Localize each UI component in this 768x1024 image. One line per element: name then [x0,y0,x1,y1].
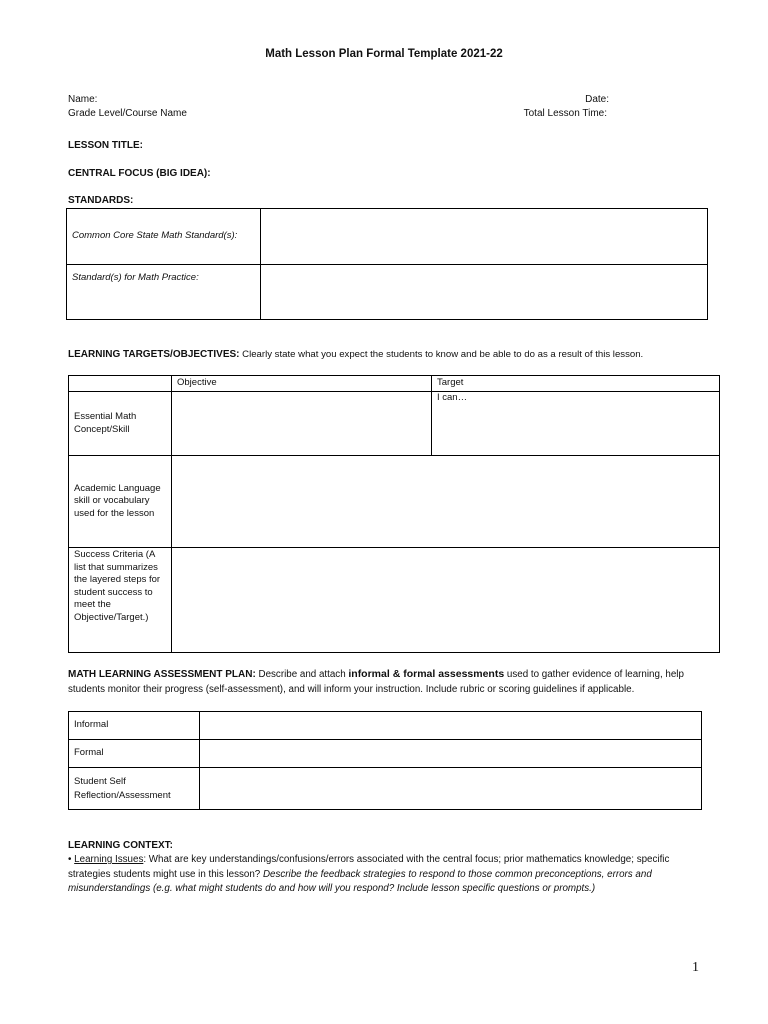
assessment-plan-intro [68,667,708,697]
success-criteria-cell[interactable] [172,548,720,653]
standards-table [66,208,708,320]
central-focus-heading: CENTRAL FOCUS (BIG IDEA): [68,168,211,179]
blank-header-cell [69,376,172,392]
informal-cell[interactable] [200,712,702,740]
assessment-table [68,711,702,810]
grade-level-label: Grade Level/Course Name [68,108,187,119]
learning-targets-intro [68,349,643,360]
learning-issues-paragraph [68,853,708,897]
ccss-standard-label: Common Core State Math Standard(s): [67,209,261,265]
learning-issues-italic: Describe the feedback strategies to respond to those common preconceptions, errors and misunderstandings (e.g. what might students do and how will you respond? Include lesson specific questions or prompts.) [68,868,652,894]
academic-language-label: Academic Language skill or vocabulary used for the lesson [69,456,172,548]
objective-header: Objective [172,376,432,392]
formal-label: Formal [69,740,200,768]
informal-label: Informal [69,712,200,740]
learning-targets-heading: LEARNING TARGETS/OBJECTIVES: [68,349,240,360]
total-lesson-time-label: Total Lesson Time: [523,108,607,119]
formal-cell[interactable] [200,740,702,768]
assessment-emphasis: informal & formal assessments [348,668,505,680]
math-practice-label: Standard(s) for Math Practice: [67,265,261,320]
math-practice-cell[interactable] [261,265,708,320]
essential-target-cell[interactable]: I can… [432,392,720,456]
self-reflection-label: Student Self Reflection/Assessment [69,768,200,810]
lesson-title-heading: LESSON TITLE: [68,140,143,151]
self-reflection-cell[interactable] [200,768,702,810]
learning-issues-label: Learning Issues [74,854,144,865]
learning-targets-text: Clearly state what you expect the students to know and be able to do as a result of this lesson. [239,349,644,360]
date-label: Date: [585,94,609,105]
assessment-text-continued: used to gather evidence of learning, help students monitor their progress (self-assessment), and will inform your instruction. Include rubric or scoring guidelines if applicable. [68,669,684,695]
assessment-text: Describe and attach [255,669,349,680]
essential-math-label: Essential Math Concept/Skill [69,392,172,456]
name-label: Name: [68,94,98,105]
learning-issues-text: : What are key understandings/confusions/errors associated with the central focus; prior mathematics knowledge; specific strategies students might use in this lesson? [68,854,670,880]
academic-language-cell[interactable] [172,456,720,548]
bullet: • [68,854,72,865]
target-header: Target [432,376,720,392]
assessment-heading: MATH LEARNING ASSESSMENT PLAN: [68,669,256,680]
document-title: Math Lesson Plan Formal Template 2021-22 [265,48,503,60]
ccss-standard-cell[interactable] [261,209,708,265]
page-number: 1 [692,960,699,975]
standards-heading: STANDARDS: [68,195,134,206]
success-criteria-label: Success Criteria (A list that summarizes the layered steps for student success to meet the Objective/Target.) [69,548,172,653]
learning-context-heading: LEARNING CONTEXT: [68,840,173,851]
essential-objective-cell[interactable] [172,392,432,456]
learning-targets-table [68,375,720,653]
